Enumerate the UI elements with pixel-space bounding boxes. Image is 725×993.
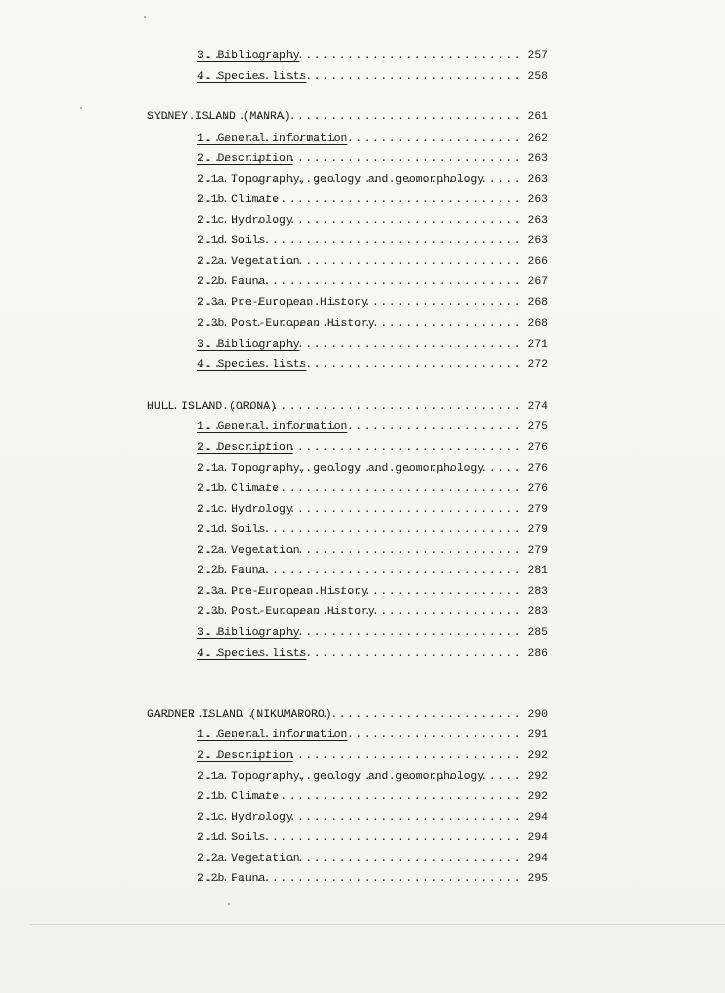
toc-section-heading [147,108,548,126]
scan-speck [144,16,146,18]
entry-label: 2.1b Climate [197,483,283,495]
page-number: 271 [527,339,548,351]
page-number: 257 [527,50,548,62]
page-number: 263 [527,215,548,227]
toc-entry [197,150,548,168]
entry-label: 2. Description [197,442,297,454]
toc-entry [197,521,548,539]
toc-section-heading [147,706,548,724]
page-number: 267 [527,276,548,288]
page-number: 263 [527,194,548,206]
toc-section-heading [147,398,548,416]
entry-label: 4. Species lists [197,71,310,83]
page-number: 292 [527,791,548,803]
page-number: 276 [527,483,548,495]
section-title: SYDNEY ISLAND (MANRA) [147,111,295,123]
entry-label: 2.3a Pre-European History [197,586,372,598]
entry-label: 2.1c Hydrology [197,504,297,516]
toc-entry [197,336,548,354]
entry-label: 2.3b Post-European History [197,606,379,618]
toc-entry [197,501,548,519]
toc-entry [197,47,548,65]
entry-label: 4. Species lists [197,648,310,660]
toc-entry [197,130,548,148]
toc-entry [197,171,548,189]
page-number: 283 [527,606,548,618]
entry-label: 2.1d Soils [197,832,269,844]
toc-entry [197,294,548,312]
page-number: 279 [527,545,548,557]
toc-entry [197,460,548,478]
entry-label: 2.1b Climate [197,791,283,803]
toc-entry [197,829,548,847]
toc-entry [197,480,548,498]
entry-label: 2.2b Fauna [197,565,269,577]
entry-label: 2.1a Topography, geology and geomorphology [197,174,488,186]
entry-label: 1. General information [197,421,351,433]
toc-entry [197,212,548,230]
toc-entry [197,583,548,601]
toc-entry [197,809,548,827]
page-number: 263 [527,153,548,165]
toc-entry [197,418,548,436]
page-number: 258 [527,71,548,83]
page-number: 291 [527,729,548,741]
entry-label: 2.2b Fauna [197,276,269,288]
toc-entry [197,870,548,888]
entry-label: 2.1b Climate [197,194,283,206]
entry-label: 2. Description [197,153,297,165]
page-number: 266 [527,256,548,268]
entry-label: 3. Bibliography [197,339,304,351]
page-number: 283 [527,586,548,598]
toc-entry [197,788,548,806]
entry-label: 1. General information [197,729,351,741]
page-number: 263 [527,174,548,186]
toc-entry [197,850,548,868]
toc-entry [197,315,548,333]
page-number: 276 [527,463,548,475]
page-number: 279 [527,504,548,516]
toc-entry [197,356,548,374]
entry-label: 3. Bibliography [197,627,304,639]
paper-edge [30,924,725,925]
toc-entry [197,645,548,663]
toc-entry [197,273,548,291]
toc-entry [197,562,548,580]
page-number: 295 [527,873,548,885]
toc-entry [197,439,548,457]
entry-label: 2.2a Vegetation [197,853,304,865]
entry-label: 2.2a Vegetation [197,256,304,268]
section-title: HULL ISLAND (ORONA) [147,401,281,413]
page-number: 262 [527,133,548,145]
page-number: 268 [527,297,548,309]
page-number: 263 [527,235,548,247]
page-number: 272 [527,359,548,371]
entry-label: 2.1c Hydrology [197,215,297,227]
toc-entry [197,747,548,765]
entry-label: 2.1c Hydrology [197,812,297,824]
toc-entry [197,191,548,209]
page-number: 286 [527,648,548,660]
page-number: 294 [527,853,548,865]
scan-speck [80,107,82,109]
toc-entry [197,232,548,250]
scan-speck [228,903,230,905]
toc-entry [197,603,548,621]
entry-label: 2.1d Soils [197,524,269,536]
entry-label: 2.2a Vegetation [197,545,304,557]
page-number: 261 [527,111,548,123]
page-number: 292 [527,771,548,783]
entry-label: 2.2b Fauna [197,873,269,885]
section-title: GARDNER ISLAND (NIKUMARORO) [147,709,336,721]
entry-label: 1. General information [197,133,351,145]
page-number: 294 [527,832,548,844]
toc-entry [197,726,548,744]
toc-entry [197,768,548,786]
page-number: 274 [527,401,548,413]
page-number: 281 [527,565,548,577]
toc-entry [197,68,548,86]
toc-entry [197,253,548,271]
page-number: 290 [527,709,548,721]
entry-label: 4. Species lists [197,359,310,371]
page-number: 276 [527,442,548,454]
entry-label: 2.1d Soils [197,235,269,247]
toc-entry [197,624,548,642]
entry-label: 2.3b Post-European History [197,318,379,330]
entry-label: 2. Description [197,750,297,762]
entry-label: 2.3a Pre-European History [197,297,372,309]
entry-label: 2.1a Topography, geology and geomorphology [197,463,488,475]
page-number: 285 [527,627,548,639]
page-number: 268 [527,318,548,330]
entry-label: 2.1a Topography, geology and geomorphology [197,771,488,783]
toc-entry [197,542,548,560]
page-number: 275 [527,421,548,433]
page-number: 279 [527,524,548,536]
page-number: 294 [527,812,548,824]
entry-label: 3. Bibliography [197,50,304,62]
page-number: 292 [527,750,548,762]
